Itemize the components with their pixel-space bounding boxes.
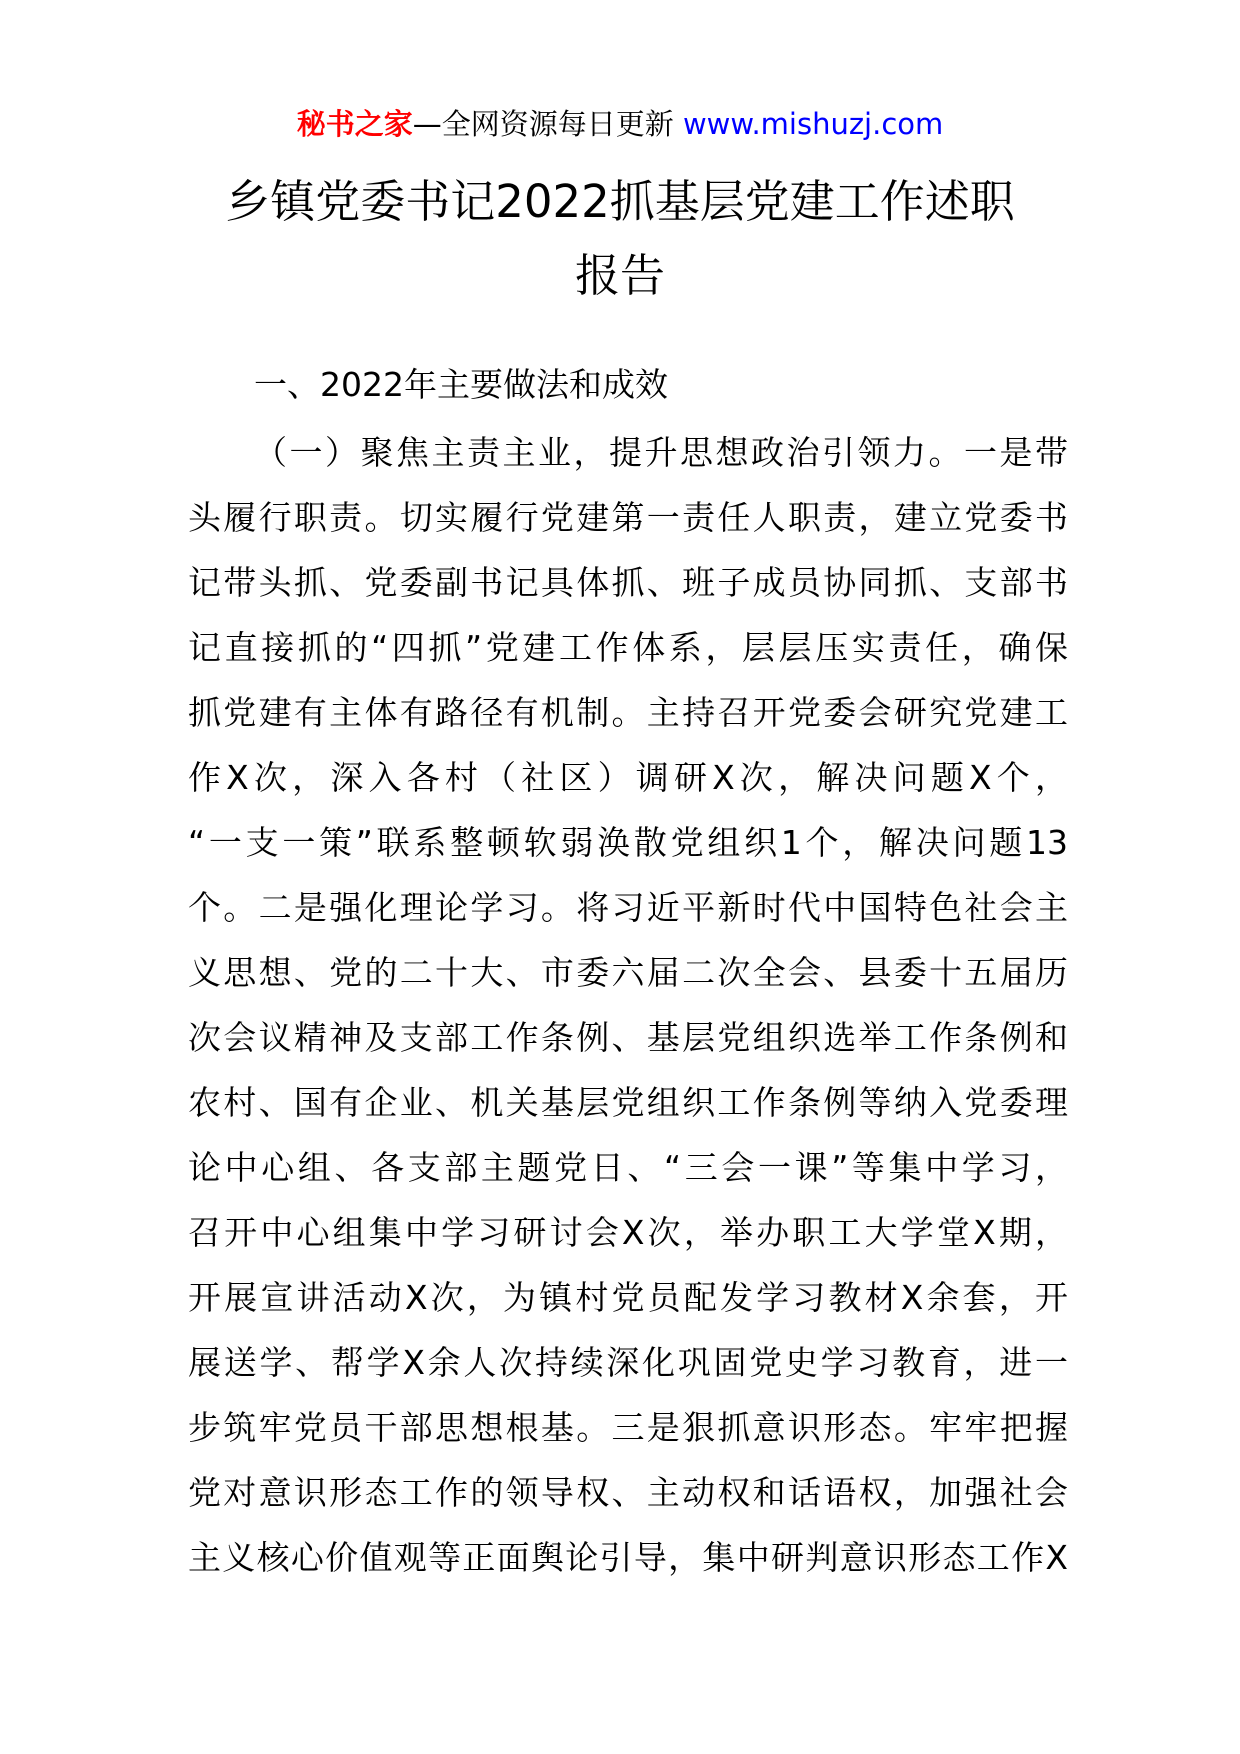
header-tagline: —全网资源每日更新 [412, 107, 674, 141]
body-line: “一支一策”联系整顿软弱涣散党组织1个，解决问题13 [188, 823, 1068, 862]
document-title [0, 165, 1240, 313]
body-line: 农村、国有企业、机关基层党组织工作条例等纳入党委理 [188, 1083, 1068, 1122]
body-line: 记直接抓的“四抓”党建工作体系，层层压实责任，确保 [188, 628, 1068, 667]
site-url-link[interactable]: www.mishuzj.com [682, 107, 944, 141]
title-line-2: 报告 [574, 249, 665, 302]
body-line: 论中心组、各支部主题党日、“三会一课”等集中学习， [188, 1148, 1068, 1187]
site-header [0, 104, 1240, 144]
body-line: 开展宣讲活动X次，为镇村党员配发学习教材X余套，开 [188, 1278, 1068, 1317]
body-line: 展送学、帮学X余人次持续深化巩固党史学习教育，进一 [188, 1343, 1068, 1382]
body-line: 记带头抓、党委副书记具体抓、班子成员协同抓、支部书 [188, 563, 1068, 602]
body-line: 召开中心组集中学习研讨会X次，举办职工大学堂X期， [188, 1213, 1068, 1252]
body-paragraph [188, 420, 1068, 1590]
body-line: 次会议精神及支部工作条例、基层党组织选举工作条例和 [188, 1018, 1068, 1057]
body-line: 个。二是强化理论学习。将习近平新时代中国特色社会主 [188, 888, 1068, 927]
body-line: 头履行职责。切实履行党建第一责任人职责，建立党委书 [188, 498, 1068, 537]
body-line: 义思想、党的二十大、市委六届二次全会、县委十五届历 [188, 953, 1068, 992]
title-line-1: 乡镇党委书记2022抓基层党建工作述职 [225, 175, 1015, 228]
body-line: 抓党建有主体有路径有机制。主持召开党委会研究党建工 [188, 693, 1068, 732]
body-line: 步筑牢党员干部思想根基。三是狠抓意识形态。牢牢把握 [188, 1408, 1068, 1447]
body-line: 主义核心价值观等正面舆论引导，集中研判意识形态工作X [188, 1538, 1068, 1577]
brand-name: 秘书之家 [296, 107, 413, 141]
section-heading: 一、2022年主要做法和成效 [254, 365, 668, 404]
body-line: （一）聚焦主责主业，提升思想政治引领力。一是带 [254, 433, 1068, 472]
body-line: 作X次，深入各村（社区）调研X次，解决问题X个， [188, 758, 1068, 797]
body-line: 党对意识形态工作的领导权、主动权和话语权，加强社会 [188, 1473, 1068, 1512]
